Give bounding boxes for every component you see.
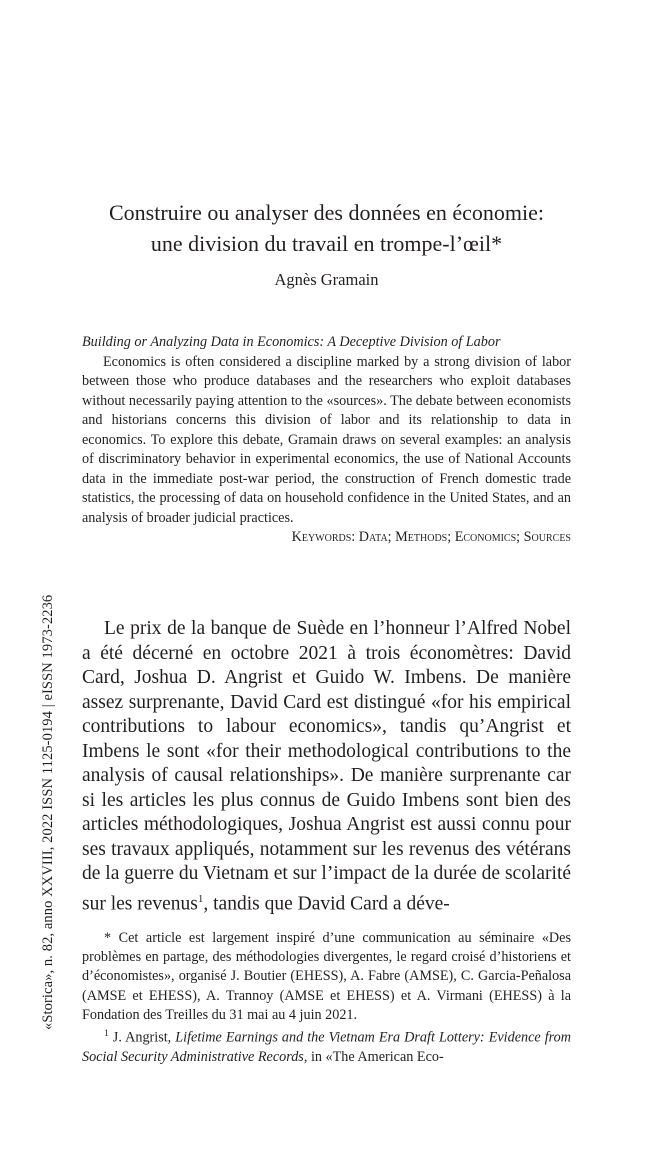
author-name: Agnès Gramain bbox=[274, 270, 379, 289]
footnote-1-suffix: , in «The American Eco- bbox=[303, 1048, 444, 1065]
article-title bbox=[82, 197, 571, 259]
footnote-1-title: Lifetime Earnings and the Vietnam Era Draft Lottery: Evidence from Social Security Administrative Records bbox=[82, 1029, 571, 1065]
footnote-star: * Cet article est largement inspiré d’une communication au séminaire «Des problèmes en partage, des méthodologies divergentes, le regard croisé d’historiens et d’économistes», organisé J. Boutier (EHESS), A. Fabre (AMSE), C. Garcia-Peñalosa (AMSE et EHESS), A. Trannoy (AMSE et EHESS) et A. Virmani (EHESS) à la Fondation des Treilles du 31 mai au 4 juin 2021. bbox=[82, 930, 571, 1023]
main-text bbox=[82, 617, 571, 917]
footnote-1-number: 1 bbox=[104, 1029, 109, 1040]
footnote-1 bbox=[82, 1025, 571, 1067]
footnotes bbox=[82, 929, 571, 1067]
abstract-body: Economics is often considered a discipline marked by a strong division of labor between those who produce databases and the researchers who exploit databases without necessarily paying attention to the «sources». The debate between economists and historians concerns this division of labor and its relationship to data in economics. To explore this debate, Gramain draws on several examples: an analysis of discriminatory behavior in experimental economics, the use of National Accounts data in the immediate post-war period, the construction of French domestic trade statistics, the processing of data on household confidence in the United States, and an analysis of broader judicial practices. bbox=[82, 353, 571, 526]
title-line-1: Construire ou analyser des données en économie: bbox=[109, 200, 544, 225]
title-line-2: une division du travail en trompe-l’œil* bbox=[150, 231, 503, 256]
footnote-1-prefix: J. Angrist, bbox=[112, 1029, 176, 1046]
main-paragraph-text: Le prix de la banque de Suède en l’honneur l’Alfred Nobel a été décerné en octobre 2021 à trois économètres: David Card, Joshua D. Angrist et Guido W. Imbens. De manière assez surprenante, David Card est distingué «for his empirical contributions to labour economics», tandis qu’Angrist et Imbens le sont «for their methodological contributions to the analysis of causal relationships». De manière surprenante car si les articles les plus connus de Guido Imbens sont bien des articles méthodologiques, Joshua Angrist est aussi connu pour ses travaux appliqués, notamment sur les revenus des vétérans de la guerre du Vietnam et sur l’impact de la durée de scolarité sur les revenus bbox=[82, 618, 572, 914]
main-paragraph-continued: , tandis que David Card a déve- bbox=[203, 893, 450, 914]
footnote-ref-1[interactable]: 1 bbox=[197, 892, 204, 905]
journal-side-note: «Storica», n. 82, anno XXVIII, 2022 ISSN 1125-0194 | eISSN 1973-2236 bbox=[40, 594, 56, 1030]
abstract bbox=[82, 333, 571, 548]
keywords: Keywords: Data; Methods; Economics; Sources bbox=[291, 529, 571, 545]
abstract-title: Building or Analyzing Data in Economics: A Deceptive Division of Labor bbox=[82, 334, 501, 350]
main-paragraph bbox=[82, 617, 571, 917]
